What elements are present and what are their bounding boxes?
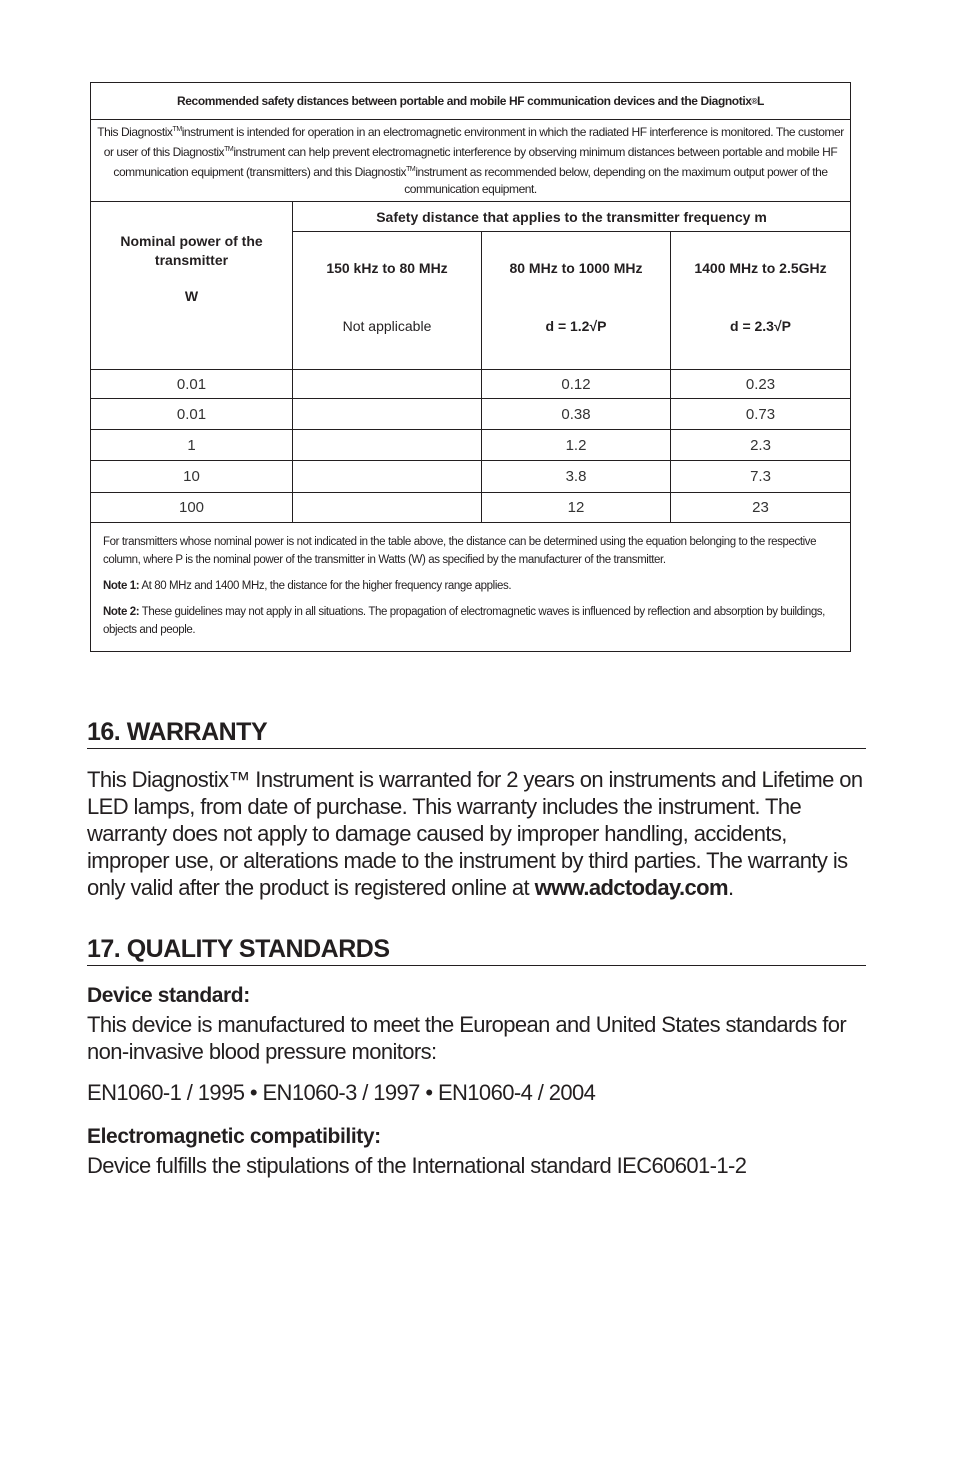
table-cell xyxy=(293,493,482,522)
header-col-150khz xyxy=(293,232,482,370)
table-cell: 0.38 xyxy=(482,399,671,429)
table-cell xyxy=(293,370,482,398)
note-2-text: These guidelines may not apply in all situations. The propagation of electromagnetic waves is influenced by reflection and absorption by buildings, objects and people. xyxy=(103,606,825,636)
col-frequency: 80 MHz to 1000 MHz xyxy=(509,260,643,276)
table-cell: 2.3 xyxy=(750,436,771,454)
footnote-text: For transmitters whose nominal power is not indicated in the table above, the distance can be determined using the equation belonging to the respective column, where P is the nominal power of the transmitter in Watts (W) as specified by the manufacturer of the transmitter. xyxy=(103,536,817,566)
warranty-end: . xyxy=(727,875,734,900)
warranty-link[interactable]: www.adctoday.com xyxy=(534,875,728,900)
intro-part-1: This Diagnostix xyxy=(97,125,173,139)
warranty-heading: 16. WARRANTY xyxy=(87,718,866,749)
table-cell: 3.8 xyxy=(482,461,671,492)
table-row xyxy=(91,493,850,523)
warranty-paragraph xyxy=(87,766,867,901)
trademark-mark: TM xyxy=(406,166,416,173)
table-cell: 7.3 xyxy=(750,468,771,485)
table-cell: 0.01 xyxy=(91,399,293,429)
table-title-end: L xyxy=(757,94,764,108)
header-col-1400mhz xyxy=(671,232,850,370)
table-cell xyxy=(293,399,482,429)
device-standard-label: Device standard: xyxy=(87,984,250,1007)
warranty-text: This Diagnostix™ Instrument is warranted for 2 years on instruments and Lifetime on LED lamps, from date of purchase. This warranty includes the instrument. The warranty does not apply to damage caused by improper handling, accidents, improper use, or alterations made to the instrument by third parties. The warranty is only valid after the product is registered online at xyxy=(87,767,863,900)
trademark-mark: TM xyxy=(172,126,182,133)
standards-list: EN1060-1 / 1995 • EN1060-3 / 1997 • EN1060-4 / 2004 xyxy=(87,1080,596,1105)
emc-label: Electromagnetic compatibility: xyxy=(87,1125,381,1148)
note-2 xyxy=(103,603,843,639)
note-1 xyxy=(103,577,843,595)
intro-part-3: instrument can help prevent electromagnetic interference by observing minimum distances between portable and mobile HF communication equipment (transmitters) and this Diagnostix xyxy=(113,145,838,179)
table-cell: 100 xyxy=(91,493,293,522)
col-formula: d = 1.2√P xyxy=(545,318,607,334)
header-nominal-power-label: Nominal power of the transmitter xyxy=(120,233,263,268)
table-cell: 0.12 xyxy=(482,370,671,398)
col-formula: Not applicable xyxy=(342,318,432,334)
table-row xyxy=(91,461,850,493)
col-frequency: 1400 MHz to 2.5GHz xyxy=(694,260,827,276)
trademark-mark: TM xyxy=(224,146,234,153)
table-cell: 23 xyxy=(752,499,769,516)
header-col-80mhz xyxy=(482,232,671,370)
table-cell: 12 xyxy=(482,493,671,522)
table-footnotes xyxy=(103,533,843,647)
header-nominal-power xyxy=(91,202,293,370)
table-title-text: Recommended safety distances between portable and mobile HF communication devices and the Diagnotix xyxy=(177,94,752,108)
table-cell: 0.23 xyxy=(745,375,776,393)
table-title xyxy=(91,83,850,120)
table-intro xyxy=(91,120,850,202)
device-standard-text: This device is manufactured to meet the European and United States standards for non-invasive blood pressure monitors: xyxy=(87,1012,847,1064)
table-cell: 1 xyxy=(91,430,293,460)
note-2-label: Note 2: xyxy=(103,606,140,618)
table-cell: 0.73 xyxy=(745,405,776,423)
col-formula: d = 2.3√P xyxy=(730,318,791,334)
note-1-text: At 80 MHz and 1400 MHz, the distance for the higher frequency range applies. xyxy=(139,580,512,592)
table-cell xyxy=(293,430,482,460)
registered-mark: ® xyxy=(751,96,758,106)
table-cell xyxy=(293,461,482,492)
col-frequency: 150 kHz to 80 MHz xyxy=(326,260,448,276)
table-row xyxy=(91,370,850,399)
header-safety-distance: Safety distance that applies to the transmitter frequency m xyxy=(293,202,850,232)
emc-text: Device fulfills the stipulations of the International standard IEC60601-1-2 xyxy=(87,1153,747,1178)
table-cell: 0.01 xyxy=(91,370,293,398)
intro-part-4: instrument as recommended below, depending on the maximum output power of the communication equipment. xyxy=(404,165,828,196)
safety-distance-table xyxy=(90,82,851,652)
quality-heading: 17. QUALITY STANDARDS xyxy=(87,935,866,966)
note-1-label: Note 1: xyxy=(103,580,140,592)
table-row xyxy=(91,399,850,430)
table-cell: 1.2 xyxy=(482,430,671,460)
header-nominal-power-unit: W xyxy=(184,288,199,304)
table-row xyxy=(91,430,850,461)
intro-part-2: instrument is intended for operation in an electromagnetic environment in which the radiated HF interference is monitored. The customer or user of this Diagnostix xyxy=(103,125,844,159)
table-cell: 10 xyxy=(91,461,293,492)
